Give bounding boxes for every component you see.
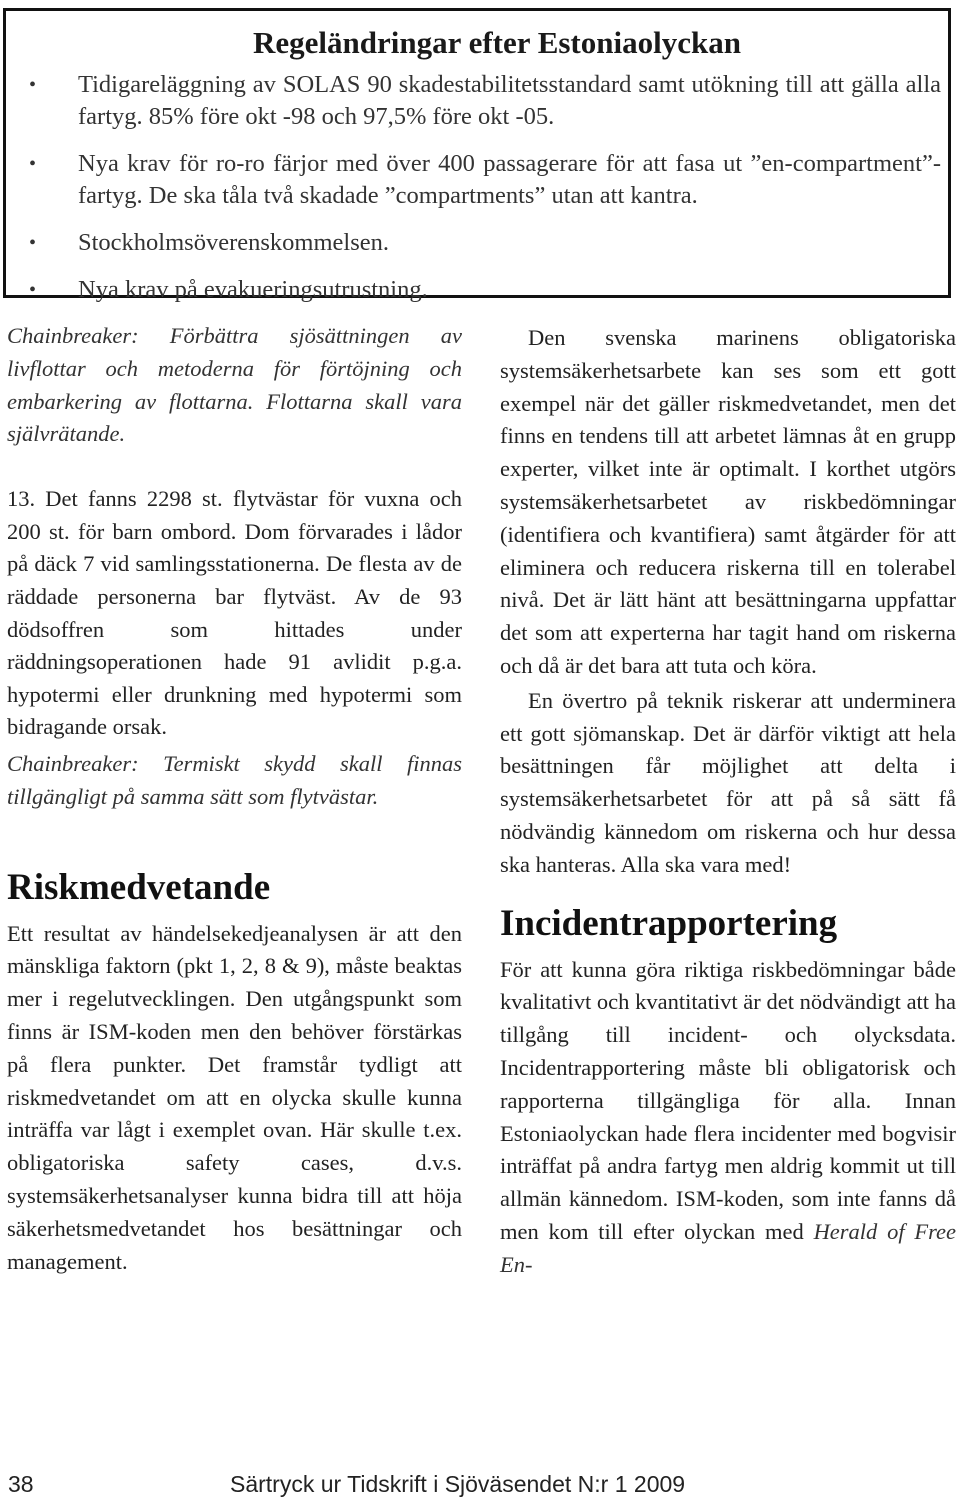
incidentrapportering-body [500,954,956,1282]
box-title: Regeländringar efter Estoniaolyckan [253,25,741,60]
publication-source: Särtryck ur Tidskrift i Sjöväsendet N:r 1 2009 [230,1471,686,1497]
list-item-text: Stockholmsöverenskommelsen. [78,229,389,256]
page-number: 38 [8,1471,34,1497]
bullet-icon: • [29,279,37,301]
bullet-icon: • [29,153,37,175]
chainbreaker-note-1: Chainbreaker: Förbättra sjösättningen av livflottar och metoderna för förtöjning och embarkering av flottarna. Flottarna skall vara självrätande. [7,323,462,447]
list-item [26,227,941,259]
list-item-text: Nya krav på evakueringsutrustning. [78,276,428,303]
riskmedvetande-heading: Riskmedvetande [7,866,271,908]
right-column [500,322,956,1282]
list-item [26,148,941,212]
riskmedvetande-body: Ett resultat av händelsekedjeanalysen är att den mänskliga faktorn (pkt 1, 2, 8 & 9), måste beaktas mer i regelutvecklingen. Den utgångspunkt som finns är ISM-koden men den behöver förstärkas på flera punkter. Det framstår tydligt att riskmedvetandet om att en olycka skulle kunna inträffa var lågt i exemplet ovan. Här skulle t.ex. obligatoriska safety cases, d.v.s. systemsäkerhetsanalyser kunna bidra till att höja säkerhetsmedvetandet hos besättningar och management. [7,920,462,1274]
list-item [26,274,941,306]
paragraph-marine: Den svenska marinens obligatoriska systemsäkerhetsarbete kan ses som ett gott exempel när det gäller riskmedvetandet, men det finns en tendens till att arbetet lämnas åt en grupp experter, vilket inte är optimalt. I korthet utgörs systemsäkerhetsarbetet av riskbedömningar (identifiera och kvantifiera) samt åtgärder för att eliminera och reducera riskerna till en tolerabel nivå. Det är lätt hänt att besättningarna uppfattar det som att experterna har tagit hand om riskerna och då är det bara att tuta och köra. [500,325,956,678]
bullet-icon: • [29,74,37,96]
paragraph-technology: En övertro på teknik riskerar att underminera ett gott sjömanskap. Det är därför viktigt att hela besättningen får möjlighet att delta i systemsäkerhetsarbetet för att på så sätt få nödvändig kännedom om riskerna och hur dessa ska hanteras. Alla ska vara med! [500,687,956,877]
ship-name: Herald of Free En- [500,1218,956,1277]
paragraph-13: 13. Det fanns 2298 st. flytvästar för vuxna och 200 st. för barn ombord. Dom förvarades i lådor på däck 7 vid samlingsstationerna. De flesta av de räddade personerna bar flytväst. Av de 93 dödsoffren som hittades under räddningsoperationen hade 91 avlidit p.g.a. hypotermi eller drunkning med hypotermi som bidragande orsak. [7,486,462,740]
bullet-icon: • [29,232,37,254]
list-item-text: Tidigareläggning av SOLAS 90 skadestabilitetsstandard samt utökning till att gälla alla fartyg. 85% före okt -98 och 97,5% före okt -05. [78,71,941,130]
left-column [7,320,462,1278]
chainbreaker-note-2: Chainbreaker: Termiskt skydd skall finnas tillgängligt på samma sätt som flytvästar. [7,750,462,809]
page-footer [8,1468,948,1500]
body-text: För att kunna göra riktiga riskbedömningar både kvalitativt och kvantitativt är det nödvändigt att ha tillgång till incident- och olycksdata. Incidentrapportering måste bli obligatorisk och rapporterna tillgängliga för alla. Innan Estoniaolyckan hade flera incidenter med bogvisir inträffat på andra fartyg men aldrig kommit ut till allmän kännedom. ISM-koden, som inte fanns då men kom till efter olyckan med [500,956,956,1244]
regulation-changes-box [3,8,951,303]
list-item [26,69,941,133]
list-item-text: Nya krav för ro-ro färjor med över 400 passagerare för att fasa ut ”en-compartment”-fartyg. De ska tåla två skadade ”compartments” utan att kantra. [78,150,941,209]
incidentrapportering-heading: Incidentrapportering [500,902,838,944]
regulation-list [26,69,941,321]
